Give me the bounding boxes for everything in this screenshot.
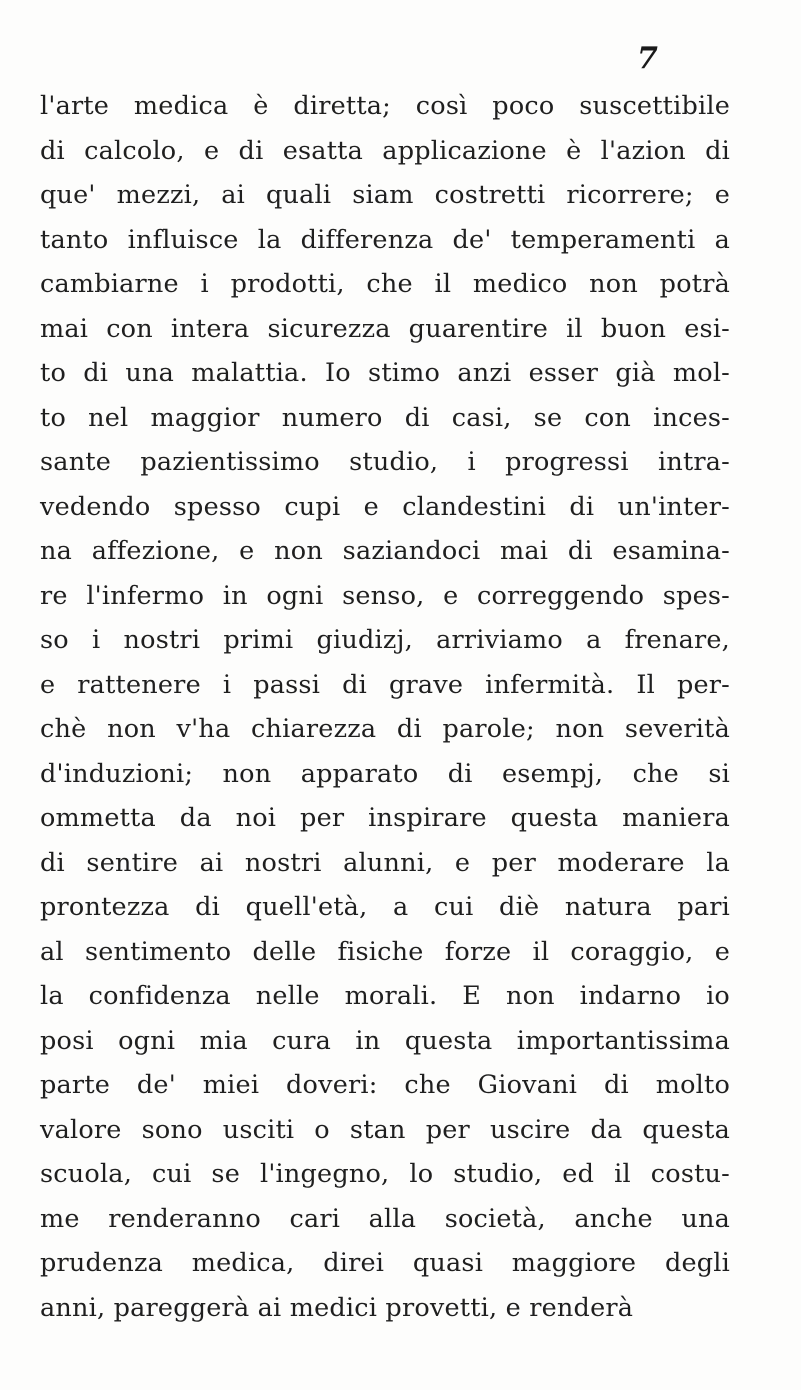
text-line: d'induzioni; non apparato di esempj, che si — [40, 758, 730, 789]
text-line: chè non v'ha chiarezza di parole; non severità — [40, 714, 730, 744]
text-line: di calcolo, e di esatta applicazione è l'azion di — [40, 135, 730, 166]
text-line: na affezione, e non saziandoci mai di esamina- — [40, 536, 730, 566]
text-line: prontezza di quell'età, a cui diè natura pari — [40, 892, 730, 922]
text-line: scuola, cui se l'ingegno, lo studio, ed il costu- — [40, 1159, 730, 1189]
text-line: vedendo spesso cupi e clandestini di un'inter- — [40, 491, 730, 522]
text-line: l'arte medica è diretta; così poco suscettibile — [40, 91, 730, 121]
text-line: mai con intera sicurezza guarentire il buon esi- — [40, 313, 730, 344]
text-line: cambiarne i prodotti, che il medico non potrà — [40, 269, 730, 299]
text-line: e rattenere i passi di grave infermità. Il per- — [40, 669, 730, 700]
text-line: parte de' miei doveri: che Giovani di molto — [40, 1070, 730, 1100]
text-line: to nel maggior numero di casi, se con inces- — [40, 402, 730, 433]
text-line: que' mezzi, ai quali siam costretti ricorrere; e — [40, 180, 730, 210]
text-line: posi ogni mia cura in questa importantissima — [40, 1025, 730, 1056]
text-line: la confidenza nelle morali. E non indarno io — [40, 981, 730, 1011]
text-line: to di una malattia. Io stimo anzi esser già mol- — [40, 358, 730, 388]
text-line: tanto influisce la differenza de' temperamenti a — [40, 224, 730, 255]
text-line: valore sono usciti o stan per uscire da questa — [40, 1114, 730, 1145]
text-line: ommetta da noi per inspirare questa maniera — [40, 803, 730, 833]
body-text — [40, 84, 730, 1330]
text-line: me renderanno cari alla società, anche una — [40, 1203, 730, 1234]
text-line: sante pazientissimo studio, i progressi intra- — [40, 447, 730, 477]
text-line: di sentire ai nostri alunni, e per moderare la — [40, 847, 730, 878]
text-line: al sentimento delle fisiche forze il coraggio, e — [40, 936, 730, 967]
text-line: re l'infermo in ogni senso, e correggendo spes- — [40, 580, 730, 611]
text-line: anni, pareggerà ai medici provetti, e renderà — [40, 1292, 634, 1323]
text-line: prudenza medica, direi quasi maggiore degli — [40, 1248, 730, 1278]
page-number: 7 — [637, 41, 658, 76]
text-line: so i nostri primi giudizj, arriviamo a frenare, — [40, 625, 730, 655]
